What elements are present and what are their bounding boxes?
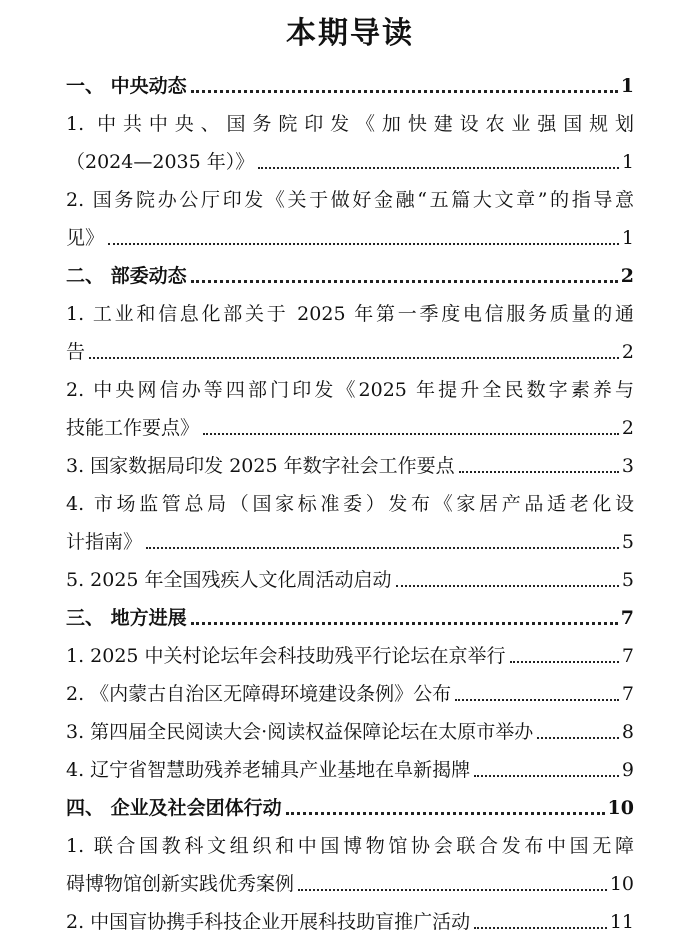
dot-leader [298, 889, 607, 891]
page-number: 7 [621, 683, 634, 705]
toc-entry-cont[interactable] [66, 216, 634, 250]
page-number: 1 [621, 227, 634, 249]
entry-text: 1. 联合国教科文组织和中国博物馆协会联合发布中国无障 [66, 835, 634, 857]
entry-text: （2024—2035 年）》 [66, 151, 255, 173]
dot-leader [459, 471, 619, 473]
page-number: 5 [621, 569, 634, 591]
dot-leader [203, 433, 619, 435]
toc-section-local[interactable] [66, 596, 634, 630]
toc-entry-cont[interactable] [66, 140, 634, 174]
toc-entry-cont[interactable] [66, 520, 634, 554]
dot-leader [191, 90, 618, 93]
page-number: 5 [621, 531, 634, 553]
page-number: 3 [621, 455, 634, 477]
dot-leader [108, 243, 619, 245]
toc-entry[interactable] [66, 558, 634, 592]
toc-entry[interactable] [66, 102, 634, 136]
toc-entry[interactable] [66, 368, 634, 402]
page-number: 10 [609, 873, 634, 895]
dot-leader [510, 661, 619, 663]
toc-entry[interactable] [66, 178, 634, 212]
dot-leader [474, 927, 607, 929]
dot-leader [258, 167, 619, 169]
page-number: 7 [620, 607, 634, 629]
page-number: 11 [609, 911, 634, 933]
dot-leader [146, 547, 619, 549]
entry-text: 4. 辽宁省智慧助残养老辅具产业基地在阜新揭牌 [66, 759, 471, 781]
entry-text: 5. 2025 年全国残疾人文化周活动启动 [66, 569, 392, 591]
entry-text: 2. 国务院办公厅印发《关于做好金融“五篇大文章”的指导意 [66, 189, 634, 211]
toc-entry[interactable] [66, 634, 634, 668]
page-number: 9 [621, 759, 634, 781]
toc-entry-cont[interactable] [66, 862, 634, 896]
entry-text: 见》 [66, 227, 105, 249]
entry-text: 1. 工业和信息化部关于 2025 年第一季度电信服务质量的通 [66, 303, 634, 325]
entry-text: 告 [66, 341, 86, 363]
page-number: 10 [607, 797, 634, 819]
page-number: 8 [621, 721, 634, 743]
section-label: 四、 企业及社会团体行动 [66, 797, 282, 819]
entry-text: 2. 中央网信办等四部门印发《2025 年提升全民数字素养与 [66, 379, 634, 401]
page-number: 1 [621, 151, 634, 173]
page-number: 2 [621, 417, 634, 439]
page-number: 1 [620, 75, 634, 97]
entry-text: 4. 市场监管总局（国家标准委）发布《家居产品适老化设 [66, 493, 634, 515]
toc-entry[interactable] [66, 444, 634, 478]
dot-leader [396, 585, 619, 587]
toc-entry[interactable] [66, 672, 634, 706]
dot-leader [286, 812, 605, 815]
toc-entry[interactable] [66, 292, 634, 326]
page-number: 2 [621, 341, 634, 363]
entry-text: 3. 第四届全民阅读大会·阅读权益保障论坛在太原市举办 [66, 721, 534, 743]
page-title: 本期导读 [286, 16, 414, 51]
toc-entry[interactable] [66, 482, 634, 516]
entry-text: 2. 中国盲协携手科技企业开展科技助盲推广活动 [66, 911, 471, 933]
toc-section-ministries[interactable] [66, 254, 634, 288]
toc-entry[interactable] [66, 900, 634, 934]
section-label: 一、 中央动态 [66, 75, 187, 97]
toc-entry[interactable] [66, 710, 634, 744]
entry-text: 碍博物馆创新实践优秀案例 [66, 873, 295, 895]
dot-leader [191, 280, 618, 283]
entry-text: 技能工作要点》 [66, 417, 200, 439]
entry-text: 2. 《内蒙古自治区无障碍环境建设条例》公布 [66, 683, 452, 705]
toc-entry[interactable] [66, 748, 634, 782]
page-number: 7 [621, 645, 634, 667]
section-label: 二、 部委动态 [66, 265, 187, 287]
toc-entry[interactable] [66, 824, 634, 858]
entry-text: 1. 中共中央、国务院印发《加快建设农业强国规划 [66, 113, 634, 135]
entry-text: 计指南》 [66, 531, 143, 553]
toc-entry-cont[interactable] [66, 406, 634, 440]
entry-text: 3. 国家数据局印发 2025 年数字社会工作要点 [66, 455, 455, 477]
dot-leader [191, 622, 618, 625]
entry-text: 1. 2025 中关村论坛年会科技助残平行论坛在京举行 [66, 645, 506, 667]
dot-leader [89, 357, 619, 359]
dot-leader [537, 737, 619, 739]
dot-leader [474, 775, 619, 777]
toc-entry-cont[interactable] [66, 330, 634, 364]
dot-leader [455, 699, 619, 701]
toc-section-enterprises[interactable] [66, 786, 634, 820]
toc-section-central[interactable] [66, 64, 634, 98]
section-label: 三、 地方进展 [66, 607, 187, 629]
page-number: 2 [620, 265, 634, 287]
